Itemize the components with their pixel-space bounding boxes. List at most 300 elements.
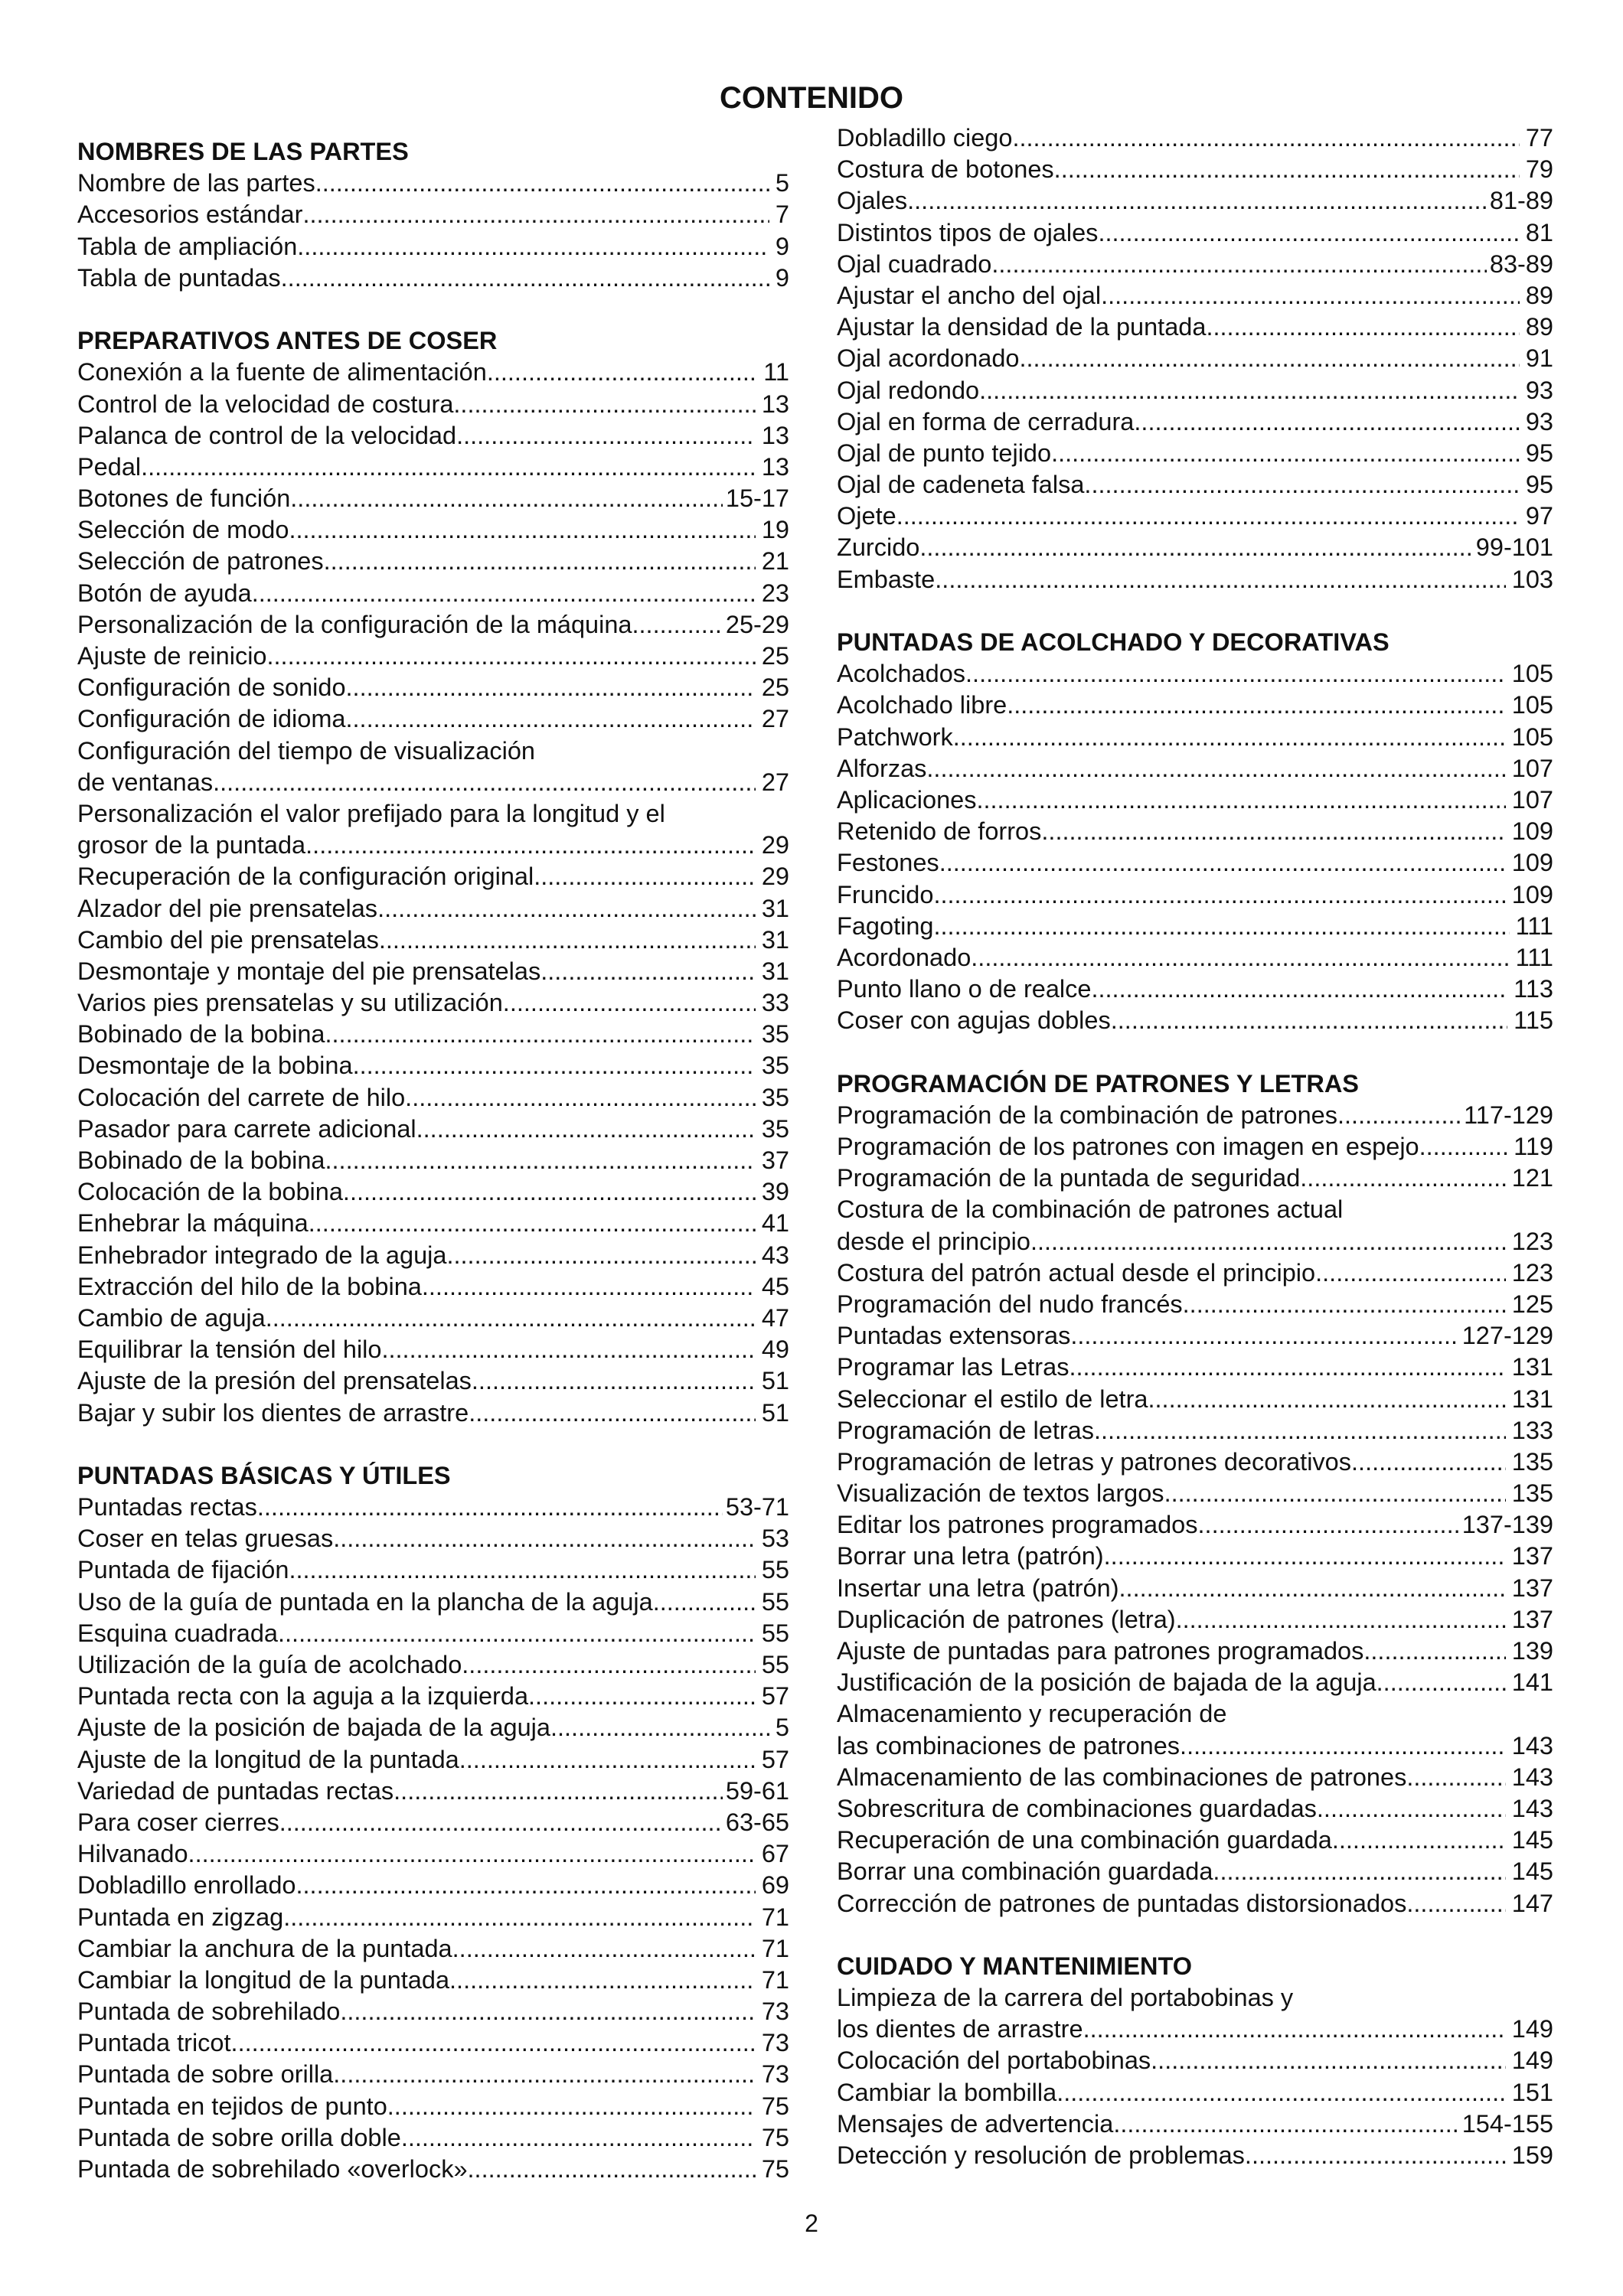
toc-entry[interactable] <box>77 1240 789 1271</box>
toc-entry-page: 75 <box>761 2155 789 2183</box>
toc-section-puntadas-basicas-y-utiles <box>77 1460 789 2185</box>
toc-entry[interactable] <box>77 1492 789 1523</box>
toc-entry-title: Mensajes de advertencia <box>837 2109 1114 2138</box>
dot-leader <box>1337 1100 1461 1131</box>
dot-leader <box>1148 1384 1505 1415</box>
toc-entry[interactable] <box>77 1933 789 1965</box>
toc-entry-page: 143 <box>1511 1763 1553 1791</box>
toc-entry[interactable] <box>837 406 1553 438</box>
toc-entry[interactable] <box>77 1712 789 1743</box>
dot-leader <box>281 263 769 294</box>
dot-leader <box>213 767 756 798</box>
toc-entry-page: 73 <box>761 2029 789 2057</box>
toc-entry[interactable] <box>837 532 1553 563</box>
toc-entry[interactable] <box>77 1838 789 1870</box>
toc-entry[interactable] <box>77 1303 789 1334</box>
toc-entry[interactable] <box>837 690 1553 721</box>
toc-entry[interactable] <box>77 168 789 199</box>
toc-entry-page: 33 <box>761 989 789 1017</box>
toc-entry[interactable] <box>77 263 789 294</box>
toc-entry-title: las combinaciones de patrones. <box>837 1731 1187 1760</box>
toc-entry[interactable] <box>77 1902 789 1933</box>
toc-entry[interactable] <box>77 1114 789 1145</box>
dot-leader <box>1051 438 1520 469</box>
toc-entry[interactable] <box>77 1996 789 2027</box>
toc-entry[interactable] <box>77 703 789 735</box>
section-heading: PROGRAMACIÓN DE PATRONES Y LETRAS <box>837 1069 1359 1097</box>
toc-entry-page: 51 <box>761 1398 789 1427</box>
toc-entry-page: 67 <box>761 1840 789 1868</box>
toc-entry-title: Alzador del pie prensatelas <box>77 894 378 922</box>
toc-entry-page: 93 <box>1525 407 1553 435</box>
toc-entry[interactable] <box>77 1176 789 1208</box>
toc-entry-page: 119 <box>1514 1133 1553 1160</box>
toc-entry-page: 135 <box>1511 1447 1553 1476</box>
toc-entry-page: 141 <box>1511 1668 1553 1697</box>
toc-entry[interactable] <box>77 1019 789 1050</box>
dot-leader <box>907 185 1487 217</box>
toc-entry-page: 127-129 <box>1461 1322 1553 1350</box>
toc-entry[interactable] <box>77 1145 789 1176</box>
dot-leader <box>416 1114 756 1145</box>
toc-entry-title: Insertar una letra (patrón) <box>837 1574 1119 1602</box>
dot-leader <box>1054 154 1520 185</box>
toc-section-cuidado-y-mantenimiento <box>837 1951 1553 2171</box>
dot-leader <box>632 609 723 641</box>
toc-entry-page: 135 <box>1511 1479 1553 1508</box>
toc-entry[interactable] <box>837 1257 1553 1289</box>
toc-entry[interactable] <box>837 564 1553 595</box>
dot-leader <box>279 1807 723 1838</box>
section-heading: PUNTADAS DE ACOLCHADO Y DECORATIVAS <box>837 628 1390 656</box>
toc-entry[interactable] <box>837 343 1553 374</box>
toc-entry[interactable] <box>837 1320 1553 1352</box>
page-number: 2 <box>805 2210 818 2237</box>
toc-entry-page: 143 <box>1511 1794 1553 1822</box>
dot-leader <box>1332 1825 1506 1856</box>
toc-entry-page: 11 <box>763 358 789 386</box>
toc-entry-page: 81 <box>1525 218 1553 246</box>
toc-entry[interactable] <box>837 1384 1553 1415</box>
toc-entry[interactable] <box>837 280 1553 311</box>
toc-entry-title: Zurcido <box>837 533 920 562</box>
toc-entry[interactable] <box>77 1744 789 1776</box>
toc-entry-page: 137-139 <box>1461 1511 1553 1539</box>
toc-section-preparativos-antes-de-coser <box>77 325 789 1429</box>
toc-entry-title: Varios pies prensatelas y su utilización <box>77 989 503 1017</box>
toc-entry-title: Configuración de sonido <box>77 673 346 702</box>
toc-entry-page: 13 <box>761 452 789 481</box>
toc-entry-page: 99-101 <box>1475 533 1553 562</box>
toc-entry-page: 115 <box>1514 1006 1553 1035</box>
toc-entry-page: 123 <box>1511 1227 1553 1255</box>
toc-entry[interactable] <box>77 389 789 420</box>
toc-entry[interactable] <box>837 1446 1553 1478</box>
dot-leader <box>188 1838 756 1870</box>
toc-entry-title: Bajar y subir los dientes de arrastre <box>77 1398 469 1427</box>
dot-leader <box>325 1019 755 1050</box>
toc-entry[interactable] <box>837 311 1553 343</box>
toc-entry[interactable] <box>77 893 789 925</box>
dot-leader <box>1198 1509 1459 1541</box>
toc-entry-title: de ventanas <box>77 768 214 796</box>
toc-entry-page: 43 <box>761 1241 789 1269</box>
dot-leader <box>1206 311 1519 343</box>
toc-entry-title: Ojete <box>837 502 896 530</box>
toc-entry[interactable] <box>77 1208 789 1239</box>
toc-entry[interactable] <box>837 1888 1553 1919</box>
dot-leader <box>1113 2108 1458 2140</box>
dot-leader <box>468 2154 756 2185</box>
toc-entry[interactable] <box>77 767 789 798</box>
toc-entry[interactable] <box>837 185 1553 217</box>
toc-entry-page: 105 <box>1511 660 1553 688</box>
toc-entry[interactable] <box>77 199 789 230</box>
toc-entry-page: 5 <box>775 169 789 197</box>
dot-leader <box>289 514 755 546</box>
dot-leader <box>302 199 769 230</box>
toc-entry-page: 154-155 <box>1461 2109 1553 2138</box>
toc-entry[interactable] <box>77 925 789 956</box>
toc-entry[interactable] <box>837 1762 1553 1793</box>
section-heading: PUNTADAS BÁSICAS Y ÚTILES <box>77 1461 451 1489</box>
toc-entry-title: Almacenamiento de las combinaciones de patrones <box>837 1763 1407 1791</box>
toc-entry[interactable] <box>837 753 1553 784</box>
toc-entry[interactable] <box>837 911 1553 942</box>
toc-entry-page: 29 <box>761 863 789 891</box>
toc-entry-page: 89 <box>1525 313 1553 341</box>
toc-entry[interactable] <box>837 122 1553 154</box>
toc-entry[interactable] <box>77 1649 789 1681</box>
dot-leader <box>449 1965 756 1996</box>
toc-entry[interactable] <box>77 1587 789 1618</box>
dot-leader <box>315 168 769 199</box>
toc-entry-page: 73 <box>761 1998 789 2026</box>
toc-entry[interactable] <box>77 2122 789 2154</box>
toc-entry[interactable] <box>837 1604 1553 1636</box>
toc-entry[interactable] <box>837 469 1553 501</box>
toc-entry-page: 133 <box>1511 1416 1553 1444</box>
toc-entry-page: 55 <box>761 1619 789 1647</box>
dot-leader <box>472 1365 756 1397</box>
dot-leader <box>446 1240 755 1271</box>
toc-entry[interactable] <box>77 672 789 703</box>
dot-leader <box>346 672 756 703</box>
toc-entry-page: 69 <box>761 1871 789 1900</box>
dot-leader <box>971 942 1509 974</box>
section-gap <box>77 1429 789 1460</box>
dot-leader <box>387 2091 756 2122</box>
toc-entry-title: Punto llano o de realce <box>837 975 1092 1003</box>
toc-entry-page: 105 <box>1511 691 1553 719</box>
toc-entry-title: Festones <box>837 849 939 877</box>
dot-leader <box>1056 2077 1506 2108</box>
toc-entry[interactable] <box>837 879 1553 911</box>
toc-entry-title: Ojal de cadeneta falsa <box>837 471 1085 499</box>
toc-entry-title: Programación de la puntada de seguridad <box>837 1164 1301 1192</box>
toc-entry[interactable] <box>77 452 789 483</box>
toc-entry-title: Programación de los patrones con imagen en espejo <box>837 1133 1419 1160</box>
dot-leader <box>343 1176 756 1208</box>
toc-entry[interactable] <box>77 546 789 577</box>
toc-entry[interactable] <box>77 1870 789 1901</box>
toc-entry[interactable] <box>77 578 789 609</box>
toc-entry-title: Puntada de sobrehilado «overlock» <box>77 2155 468 2183</box>
toc-entry-title: Visualización de textos largos <box>837 1479 1164 1508</box>
toc-entry-title: Corrección de patrones de puntadas distorsionados <box>837 1889 1407 1917</box>
toc-entry-title: Ajuste de reinicio <box>77 642 267 670</box>
dot-leader <box>422 1271 756 1303</box>
dot-leader <box>653 1587 756 1618</box>
toc-entry-page: 149 <box>1511 2047 1553 2075</box>
toc-entry-title: Cambio de aguja <box>77 1303 266 1332</box>
toc-entry-title: Seleccionar el estilo de letra <box>837 1384 1148 1413</box>
toc-entry[interactable] <box>837 1825 1553 1856</box>
toc-entry[interactable] <box>77 1082 789 1114</box>
toc-entry-page: 21 <box>761 547 789 576</box>
toc-entry[interactable] <box>77 2059 789 2090</box>
dot-leader <box>1245 2140 1506 2171</box>
dot-leader <box>979 375 1520 406</box>
toc-entry-page: 53 <box>761 1525 789 1553</box>
dot-leader <box>1091 974 1507 1005</box>
dot-leader <box>1104 1541 1506 1572</box>
toc-entry[interactable] <box>837 154 1553 185</box>
toc-entry[interactable] <box>77 1618 789 1649</box>
toc-entry-page: 103 <box>1511 565 1553 593</box>
toc-entry-title: Ajuste de la presión del prensatelas <box>77 1367 472 1395</box>
toc-entry-page: 79 <box>1525 155 1553 184</box>
toc-entry-title: Accesorios estándar <box>77 201 303 229</box>
toc-entry-title: Duplicación de patrones (letra) <box>837 1605 1176 1633</box>
toc-entry[interactable] <box>837 784 1553 816</box>
toc-entry[interactable] <box>837 847 1553 879</box>
toc-entry-page: 107 <box>1511 785 1553 814</box>
dot-leader <box>289 1554 755 1586</box>
toc-entry-title: Dobladillo ciego <box>837 124 1013 152</box>
toc-entry[interactable] <box>77 1334 789 1365</box>
toc-entry-title: Pasador para carrete adicional <box>77 1114 416 1143</box>
toc-entry[interactable] <box>77 609 789 641</box>
toc-entry[interactable] <box>837 1509 1553 1541</box>
toc-entry-title: Acolchados <box>837 660 966 688</box>
toc-entry-page: 109 <box>1511 880 1553 908</box>
dot-leader <box>381 1334 755 1365</box>
toc-entry[interactable] <box>837 1478 1553 1509</box>
dot-leader <box>340 1996 756 2027</box>
toc-entry-page: 37 <box>761 1146 789 1174</box>
toc-entry[interactable] <box>77 1365 789 1397</box>
toc-entry-page: 13 <box>761 421 789 449</box>
dot-leader <box>462 1649 756 1681</box>
toc-entry[interactable] <box>77 2027 789 2059</box>
dot-leader <box>933 879 1505 911</box>
toc-entry-page: 31 <box>761 925 789 954</box>
toc-entry-title: Programación de letras <box>837 1416 1094 1444</box>
toc-entry[interactable] <box>77 641 789 672</box>
toc-entry[interactable] <box>77 861 789 892</box>
toc-entry-page: 137 <box>1511 1605 1553 1633</box>
toc-entry[interactable] <box>837 438 1553 469</box>
toc-entry-title: Puntada de sobrehilado <box>77 1998 341 2026</box>
toc-entry[interactable] <box>77 1523 789 1554</box>
toc-entry-title: Ojal en forma de cerradura <box>837 407 1135 435</box>
dot-leader <box>353 1050 756 1081</box>
toc-entry[interactable] <box>837 1289 1553 1320</box>
toc-entry-title: Puntada de sobre orilla doble <box>77 2123 401 2151</box>
toc-entry-title: Tabla de puntadas <box>77 263 281 292</box>
toc-entry[interactable] <box>837 942 1553 974</box>
toc-entry[interactable] <box>77 483 789 514</box>
toc-entry[interactable] <box>837 1005 1553 1036</box>
toc-entry[interactable] <box>77 1554 789 1586</box>
toc-entry[interactable] <box>77 1397 789 1429</box>
dot-leader <box>487 357 757 388</box>
toc-entry-lead: Costura de la combinación de patrones actual <box>837 1195 1344 1224</box>
dot-leader <box>1183 1289 1506 1320</box>
section-gap <box>837 1919 1553 1951</box>
toc-entry[interactable] <box>837 1667 1553 1698</box>
toc-entry[interactable] <box>837 2014 1553 2045</box>
toc-section-continued <box>837 122 1553 595</box>
dot-leader <box>148 452 756 483</box>
toc-entry[interactable] <box>77 1965 789 1996</box>
toc-entry-title: Retenido de forros <box>837 817 1042 846</box>
toc-entry-page: 45 <box>761 1272 789 1300</box>
toc-entry[interactable] <box>837 1226 1553 1257</box>
dot-leader <box>1020 343 1520 374</box>
toc-entry[interactable] <box>77 1271 789 1303</box>
toc-entry[interactable] <box>837 249 1553 280</box>
toc-entry[interactable] <box>77 1050 789 1081</box>
toc-entry-page: 139 <box>1511 1637 1553 1665</box>
dot-leader <box>896 501 1520 532</box>
toc-entry-title: Botones de función. <box>77 484 298 513</box>
toc-entry[interactable] <box>77 1807 789 1838</box>
toc-entry[interactable] <box>837 2140 1553 2171</box>
toc-entry-title: Nombre de las partes <box>77 169 315 197</box>
dot-leader <box>1351 1446 1506 1478</box>
toc-entry[interactable] <box>837 1352 1553 1383</box>
dot-leader <box>1012 122 1519 154</box>
toc-entry[interactable] <box>837 2045 1553 2076</box>
toc-entry[interactable] <box>837 1163 1553 1194</box>
toc-entry-title: Puntada en zigzag <box>77 1903 284 1931</box>
toc-entry[interactable] <box>837 501 1553 532</box>
dot-leader <box>1070 1320 1458 1352</box>
dot-leader <box>1041 816 1505 847</box>
toc-entry[interactable] <box>837 1415 1553 1446</box>
toc-entry[interactable] <box>837 1100 1553 1131</box>
page-title: CONTENIDO <box>720 81 903 115</box>
toc-entry[interactable] <box>77 1776 789 1807</box>
toc-entry[interactable] <box>837 722 1553 753</box>
toc-entry[interactable] <box>77 357 789 388</box>
toc-entry-page: 55 <box>761 1587 789 1616</box>
toc-entry-page: 143 <box>1511 1731 1553 1760</box>
toc-entry[interactable] <box>837 1131 1553 1163</box>
toc-entry[interactable] <box>837 375 1553 406</box>
toc-entry-page: 159 <box>1511 2141 1553 2169</box>
dot-leader <box>1213 1856 1505 1887</box>
toc-entry-title: Personalización de la configuración de la máquina <box>77 610 632 638</box>
toc-entry-page: 9 <box>775 263 789 292</box>
toc-entry-title: Ojal acordonado <box>837 344 1020 373</box>
toc-entry[interactable] <box>77 956 789 987</box>
toc-entry-page: 77 <box>1525 124 1553 152</box>
dot-leader <box>325 1145 755 1176</box>
toc-entry-title: Coser con agujas dobles <box>837 1006 1111 1035</box>
toc-entry[interactable] <box>837 1793 1553 1825</box>
toc-entry[interactable] <box>77 231 789 263</box>
toc-entry[interactable] <box>77 830 789 861</box>
toc-entry-lead: Almacenamiento y recuperación de <box>837 1700 1227 1728</box>
dot-leader <box>991 249 1487 280</box>
dot-leader <box>1176 1604 1506 1636</box>
toc-entry-page: 81-89 <box>1489 187 1553 215</box>
toc-entry-title: Editar los patrones programados <box>837 1511 1198 1539</box>
dot-leader <box>296 1870 755 1901</box>
toc-entry[interactable] <box>837 1856 1553 1887</box>
dot-leader <box>257 1492 723 1523</box>
toc-entry-title: Recuperación de una combinación guardada <box>837 1826 1332 1854</box>
dot-leader <box>394 1776 723 1807</box>
toc-entry-title: Configuración de idioma. <box>77 705 353 733</box>
toc-entry[interactable] <box>837 1730 1553 1762</box>
toc-entry[interactable] <box>837 1541 1553 1572</box>
toc-entry[interactable] <box>77 1681 789 1712</box>
toc-entry-title: Selección de modo <box>77 516 289 544</box>
toc-entry-title: Borrar una letra (patrón) <box>837 1542 1104 1570</box>
toc-entry-page: 147 <box>1511 1889 1553 1917</box>
toc-entry[interactable] <box>837 2108 1553 2140</box>
dot-leader <box>1069 1352 1505 1383</box>
toc-entry-page: 137 <box>1511 1574 1553 1602</box>
toc-entry[interactable] <box>77 987 789 1019</box>
toc-entry[interactable] <box>837 658 1553 690</box>
toc-entry[interactable] <box>77 2154 789 2185</box>
section-gap <box>837 595 1553 627</box>
dot-leader <box>231 2027 756 2059</box>
toc-entry-title: desde el principio <box>837 1227 1030 1255</box>
toc-entry-title: Ojal de punto tejido <box>837 439 1052 467</box>
dot-leader <box>503 987 756 1019</box>
toc-entry-title: Costura del patrón actual desde el principio <box>837 1258 1316 1287</box>
dot-leader <box>528 1681 756 1712</box>
dot-leader <box>1376 1667 1506 1698</box>
toc-entry-lead: Configuración del tiempo de visualización <box>77 736 535 765</box>
toc-entry[interactable] <box>837 816 1553 847</box>
toc-entry-page: 39 <box>761 1178 789 1206</box>
toc-entry[interactable] <box>837 1573 1553 1604</box>
toc-entry-title: Conexión a la fuente de alimentación <box>77 358 487 386</box>
dot-leader <box>452 1933 756 1965</box>
toc-entry[interactable] <box>837 217 1553 249</box>
toc-entry-page: 91 <box>1525 344 1553 373</box>
toc-entry[interactable] <box>77 420 789 452</box>
toc-entry-page: 25 <box>761 673 789 702</box>
toc-entry-page: 55 <box>761 1556 789 1584</box>
toc-entry[interactable] <box>837 974 1553 1005</box>
toc-entry-page: 131 <box>1511 1384 1553 1413</box>
toc-entry-page: 113 <box>1514 975 1553 1003</box>
toc-entry[interactable] <box>837 1636 1553 1667</box>
toc-entry[interactable] <box>77 514 789 546</box>
toc-entry[interactable] <box>837 2077 1553 2108</box>
toc-entry-title: Ajustar el ancho del ojal <box>837 281 1102 309</box>
toc-entry-title: Uso de la guía de puntada en la plancha de la aguja <box>77 1587 653 1616</box>
toc-entry[interactable] <box>77 2091 789 2122</box>
